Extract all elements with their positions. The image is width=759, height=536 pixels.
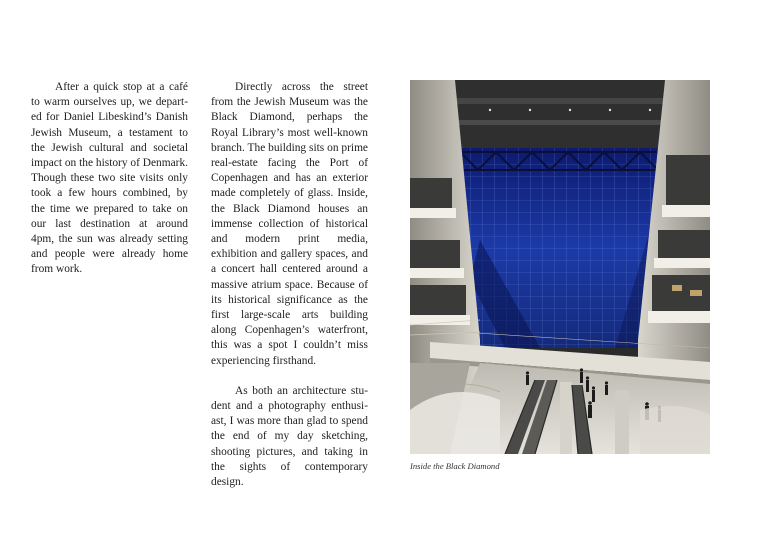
text-column-left — [31, 80, 188, 278]
text-column-right — [211, 80, 368, 490]
paragraph: As both an architecture student and a photography enthusiast, I was more than glad to spend the end of my day sketching, shooting pictures, and taking in the sights of contemporary design. — [211, 384, 368, 489]
paragraph: Directly across the street from the Jewish Museum was the Black Diamond, perhaps the Royal Library’s most well-known branch. The building sits on prime real-estate facing the Port of Copenhagen and has an exterior made completely of glass. Inside, the Black Diamond houses an immense collection of historical and modern print media, exhibition and gallery spaces, and a concert hall centered around a massive atrium space. Because of its historical significance as the first large-scale arts building along Copenhagen’s waterfront, this was a spot I couldn’t miss experiencing firsthand. — [211, 81, 368, 367]
paragraph: After a quick stop at a café to warm ourselves up, we departed for Daniel Libeskind’s Danish Jewish Museum, a testament to the Jewish cultural and societal impact on the history of Denmark. Though these two site visits only took a few hours combined, by the time we prepared to take on our last destination at around 4pm, the sun was already setting and people were already home from work. — [31, 81, 188, 276]
atrium-photo — [410, 80, 710, 454]
figure-caption: Inside the Black Diamond — [410, 461, 500, 471]
